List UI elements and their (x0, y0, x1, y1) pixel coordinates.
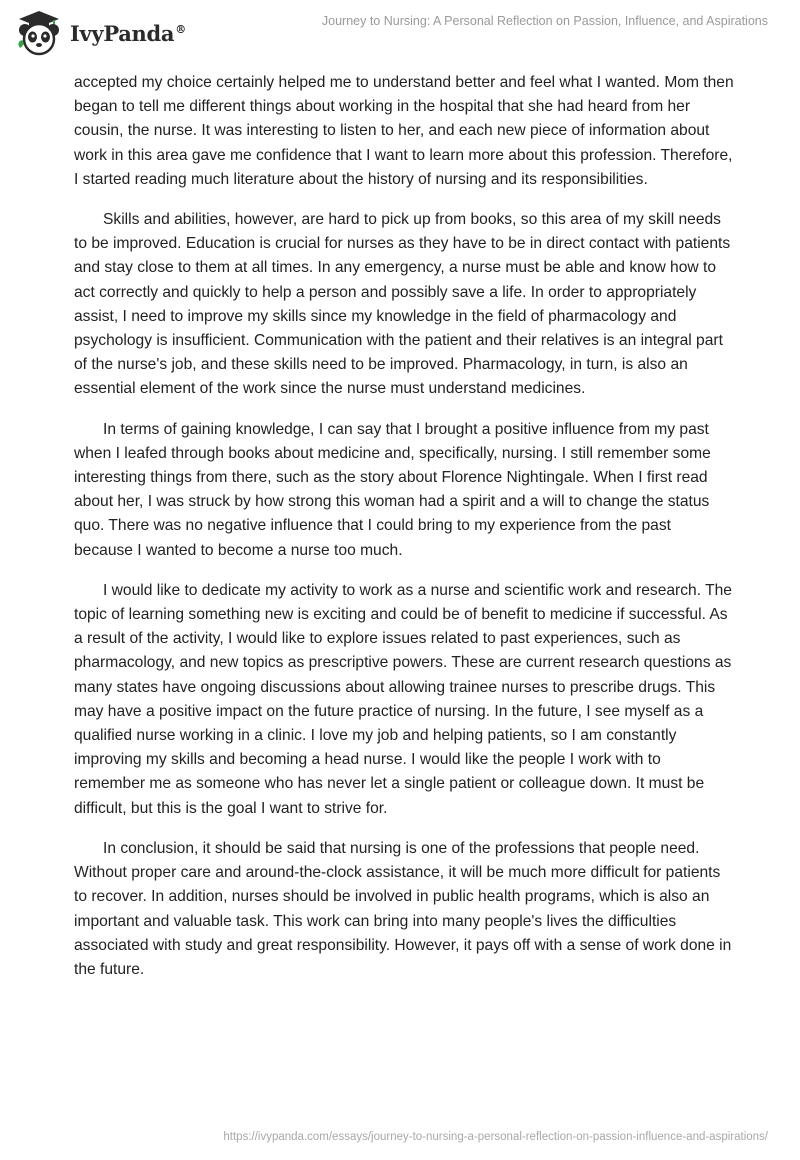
brand-logo[interactable] (14, 8, 186, 58)
registered-mark: ® (175, 22, 186, 36)
paragraph-aspirations: I would like to dedicate my activity to work as a nurse and scientific work and research. The topic of learning something new is exciting and could be of benefit to medicine if successful. As a result of the activity, I would like to explore issues related to past experiences, such as pharmacology, and new topics as prescriptive powers. These are current research questions as many states have ongoing discussions about allowing trainee nurses to prescribe drugs. This may have a positive impact on the future practice of nursing. In the future, I see myself as a qualified nurse working in a clinic. I love my job and helping patients, so I am constantly improving my skills and becoming a head nurse. I would like the people I work with to remember me as someone who has never let a single patient or colleague down. It must be difficult, but this is the goal I want to strive for. (74, 581, 732, 817)
page-header (0, 0, 800, 66)
source-url-link[interactable]: https://ivypanda.com/essays/journey-to-nursing-a-personal-reflection-on-passion-influence-and-aspirations/ (223, 1131, 768, 1143)
paragraph-skills: Skills and abilities, however, are hard to pick up from books, so this area of my skill needs to be improved. Education is crucial for nurses as they have to be in direct contact with patients and stay close to them at all times. In any emergency, a nurse must be able and know how to act correctly and quickly to help a person and possibly save a life. In order to appropriately assist, I need to improve my skills since my knowledge in the field of pharmacology and psychology is insufficient. Communication with the patient and their relatives is an integral part of the nurse's job, and these skills need to be improved. Pharmacology, in turn, is also an essential element of the work since the nurse must understand medicines. (74, 211, 731, 398)
paragraph-knowledge: In terms of gaining knowledge, I can say that I brought a positive influence from my past when I leafed through books about medicine and, specifically, nursing. I still remember some interesting things from there, such as the story about Florence Nightingale. When I first read about her, I was struck by how strong this woman had a spirit and a will to change the status quo. There was no negative influence that I could bring to my experience from the past because I wanted to become a nurse too much. (74, 420, 711, 559)
brand-name: IvyPanda® (70, 20, 186, 46)
paragraph-continuation: accepted my choice certainly helped me to understand better and feel what I wanted. Mom then began to tell me different things about working in the hospital that she had heard from her cousin, the nurse. It was interesting to listen to her, and each new piece of information about work in this area gave me confidence that I want to learn more about this profession. Therefore, I started reading much literature about the history of nursing and its responsibilities. (74, 74, 734, 188)
essay-body (74, 71, 734, 998)
document-title: Journey to Nursing: A Personal Reflection on Passion, Influence, and Aspirations (321, 14, 768, 28)
panda-graduation-cap-icon (14, 8, 64, 58)
paragraph-conclusion: In conclusion, it should be said that nursing is one of the professions that people need. Without proper care and around-the-clock assistance, it will be much more difficult for patients to recover. In addition, nurses should be involved in public health programs, which is also an important and valuable task. This work can bring into many people's lives the difficulties associated with study and great responsibility. However, it pays off with a sense of work done in the future. (74, 839, 732, 978)
